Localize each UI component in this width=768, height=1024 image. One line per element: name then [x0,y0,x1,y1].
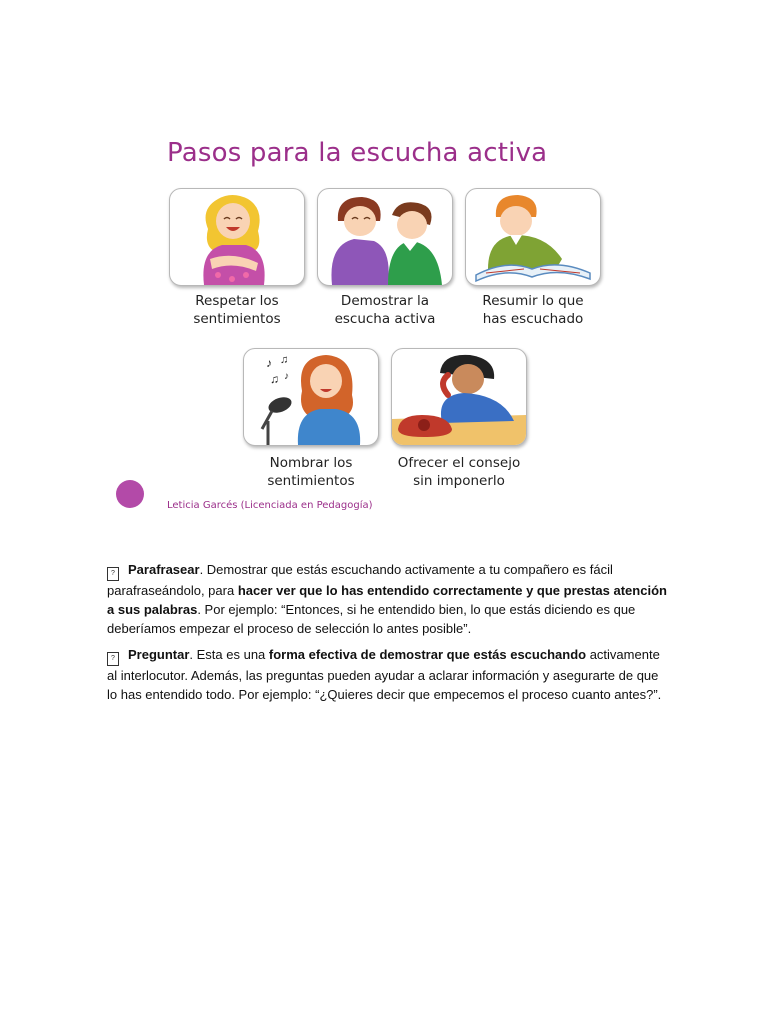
term-preguntar: Preguntar [128,647,190,662]
step-label-nombrar: Nombrar los sentimientos [267,455,355,489]
step-image-demostrar [317,188,453,286]
paragraph-parafrasear [107,560,667,638]
infographic-title: Pasos para la escucha activa [167,138,548,168]
step-image-respetar [169,188,305,286]
step-label-resumir: Resumir lo que has escuchado [482,293,584,327]
step-image-resumir [465,188,601,286]
paragraph-text: activamente al interlocutor. Además, las preguntas pueden ayudar a aclarar información y asegurarte de que lo has entendido todo. Por ejemplo: “¿Quieres decir que empecemos el proceso cuanto antes?”. [107,647,662,702]
step-label-respetar: Respetar los sentimientos [193,293,281,327]
infographic-credit: Leticia Garcés (Licenciada en Pedagogía) [167,500,373,511]
paragraph-text: . Por ejemplo: “Entonces, si he entendido bien, lo que estás diciendo es que deberíamos empezar el proceso de selección lo antes posible”. [107,602,636,636]
paragraph-preguntar [107,645,667,704]
step-label-demostrar: Demostrar la escucha activa [334,293,436,327]
term-parafrasear: Parafrasear [128,562,200,577]
svg-text:♫: ♫ [280,354,289,366]
paragraph-text: . Esta es una [189,647,269,662]
decorative-dot [116,480,144,508]
bullet-icon: ? [107,567,119,581]
svg-text:♫: ♫ [270,372,279,386]
step-image-ofrecer [391,348,527,446]
paragraph-bold: hacer ver que lo has entendido correctamente y que prestas atención a sus palabras [107,583,667,617]
svg-text:♪: ♪ [284,371,289,382]
step-label-ofrecer: Ofrecer el consejo sin imponerlo [397,455,521,489]
step-image-nombrar [243,348,379,446]
paragraph-bold: forma efectiva de demostrar que estás escuchando [268,647,587,662]
bullet-icon: ? [107,652,119,666]
paragraph-text: . Demostrar que estás escuchando activamente a tu compañero es fácil parafraseándolo, para [107,562,613,598]
svg-text:♪: ♪ [266,356,272,370]
